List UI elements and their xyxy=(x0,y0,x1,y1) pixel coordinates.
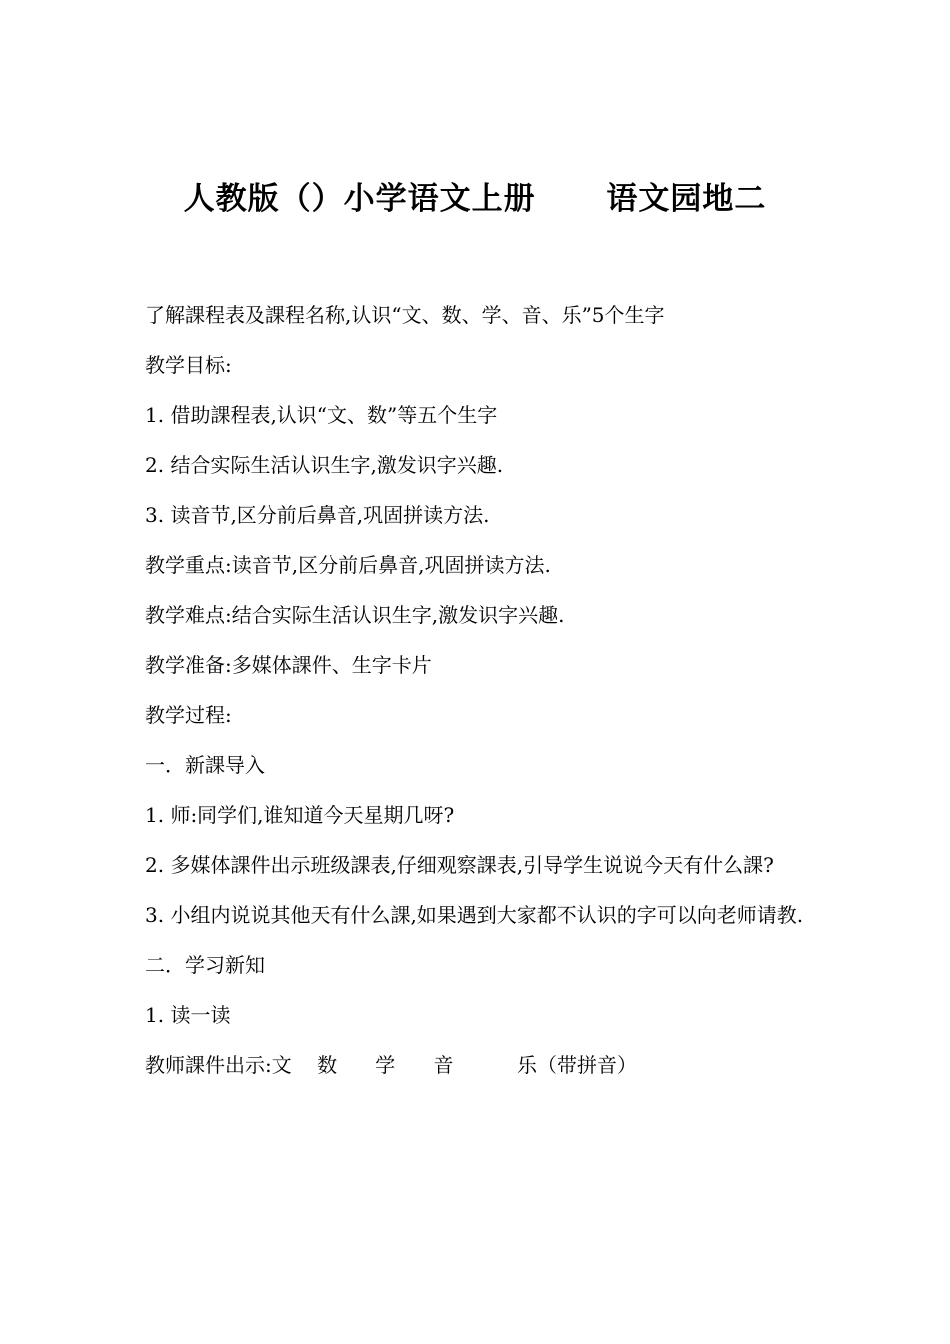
paragraph-read-heading: 1. 读一读 xyxy=(145,1003,231,1027)
paragraph-objectives-heading: 教学目标: xyxy=(145,353,232,377)
paragraph-difficulties: 教学难点:结合实际生活认识生字,激发识字兴趣. xyxy=(145,603,565,627)
paragraph-process-heading: 教学过程: xyxy=(145,703,232,727)
paragraph-section-2-heading: 二．学习新知 xyxy=(145,953,265,977)
paragraph-courseware-characters: 教师課件出示:文 数 学 音 乐（带拼音） xyxy=(145,1053,638,1077)
paragraph-key-points: 教学重点:读音节,区分前后鼻音,巩固拼读方法. xyxy=(145,553,551,577)
paragraph-objective-3: 3. 读音节,区分前后鼻音,巩固拼读方法. xyxy=(145,503,490,527)
paragraph-step-2: 2. 多媒体課件出示班级課表,仔细观察課表,引导学生说说今天有什么課? xyxy=(145,853,774,877)
paragraph-step-1: 1. 师:同学们,谁知道今天星期几呀? xyxy=(145,803,455,827)
paragraph-preparation: 教学准备:多媒体課件、生字卡片 xyxy=(145,653,432,677)
document-body xyxy=(145,290,815,1090)
paragraph-objective-1: 1. 借助課程表,认识“文、数”等五个生字 xyxy=(145,403,498,427)
paragraph-section-1-heading: 一．新課导入 xyxy=(145,753,265,777)
document-title: 人教版（）小学语文上册 语文园地二 xyxy=(183,180,767,217)
paragraph-intro: 了解課程表及課程名称,认识“文、数、学、音、乐”5个生字 xyxy=(145,303,665,327)
paragraph-objective-2: 2. 结合实际生活认识生字,激发识字兴趣. xyxy=(145,453,504,477)
paragraph-step-3: 3. 小组内说说其他天有什么課,如果遇到大家都不认识的字可以向老师请教. xyxy=(145,903,804,927)
